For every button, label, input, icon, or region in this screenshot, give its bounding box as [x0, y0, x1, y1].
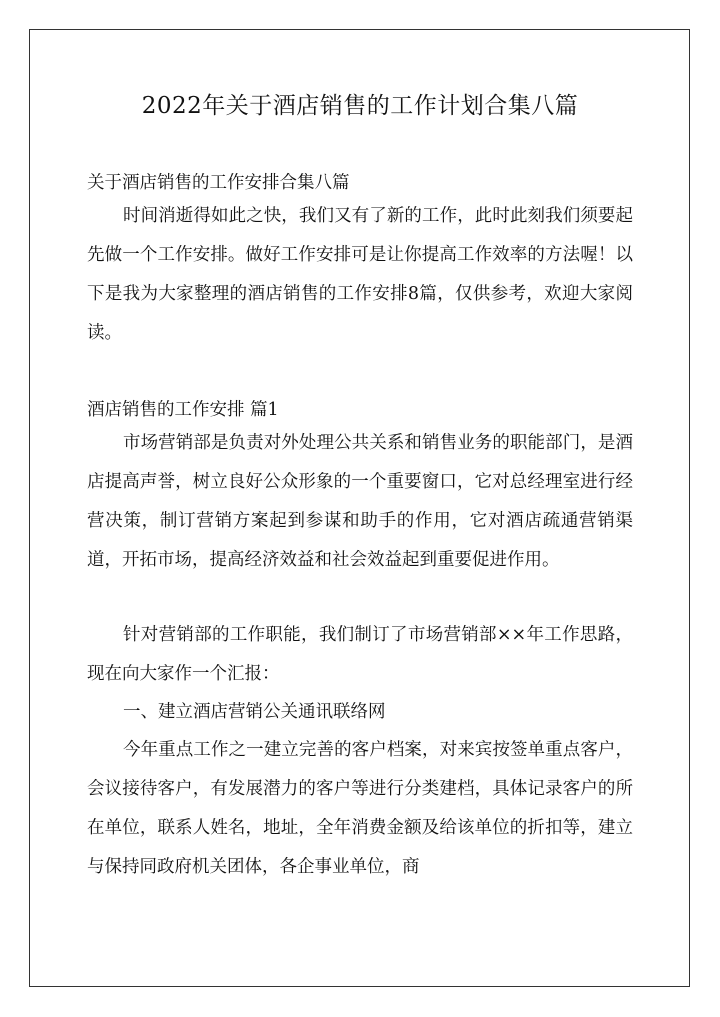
body-paragraph: 市场营销部是负责对外处理公共关系和销售业务的职能部门，是酒店提高声誉，树立良好公众形象的一个重要窗口，它对总经理室进行经营决策，制订营销方案起到参谋和助手的作用，它对酒店疏通营销渠道，开拓市场，提高经济效益和社会效益起到重要促进作用。 — [87, 433, 633, 570]
subsection-heading: 一、建立酒店营销公关通讯联络网 — [123, 702, 386, 722]
document-title: 2022年关于酒店销售的工作计划合集八篇 — [141, 93, 579, 119]
body-paragraph: 今年重点工作之一建立完善的客户档案，对来宾按签单重点客户，会议接待客户，有发展潜力的客户等进行分类建档，具体记录客户的所在单位，联系人姓名，地址，全年消费金额及给该单位的折扣等，建立与保持同政府机关团体，各企事业单位，商 — [87, 740, 633, 877]
intro-heading: 关于酒店销售的工作安排合集八篇 — [87, 173, 350, 193]
section-heading: 酒店销售的工作安排 篇1 — [87, 400, 279, 420]
body-paragraph: 针对营销部的工作职能，我们制订了市场营销部××年工作思路，现在向大家作一个汇报： — [87, 625, 633, 684]
intro-paragraph: 时间消逝得如此之快，我们又有了新的工作，此时此刻我们须要起先做一个工作安排。做好工作安排可是让你提高工作效率的方法喔！以下是我为大家整理的酒店销售的工作安排8篇，仅供参考，欢迎大家阅读。 — [87, 206, 633, 343]
